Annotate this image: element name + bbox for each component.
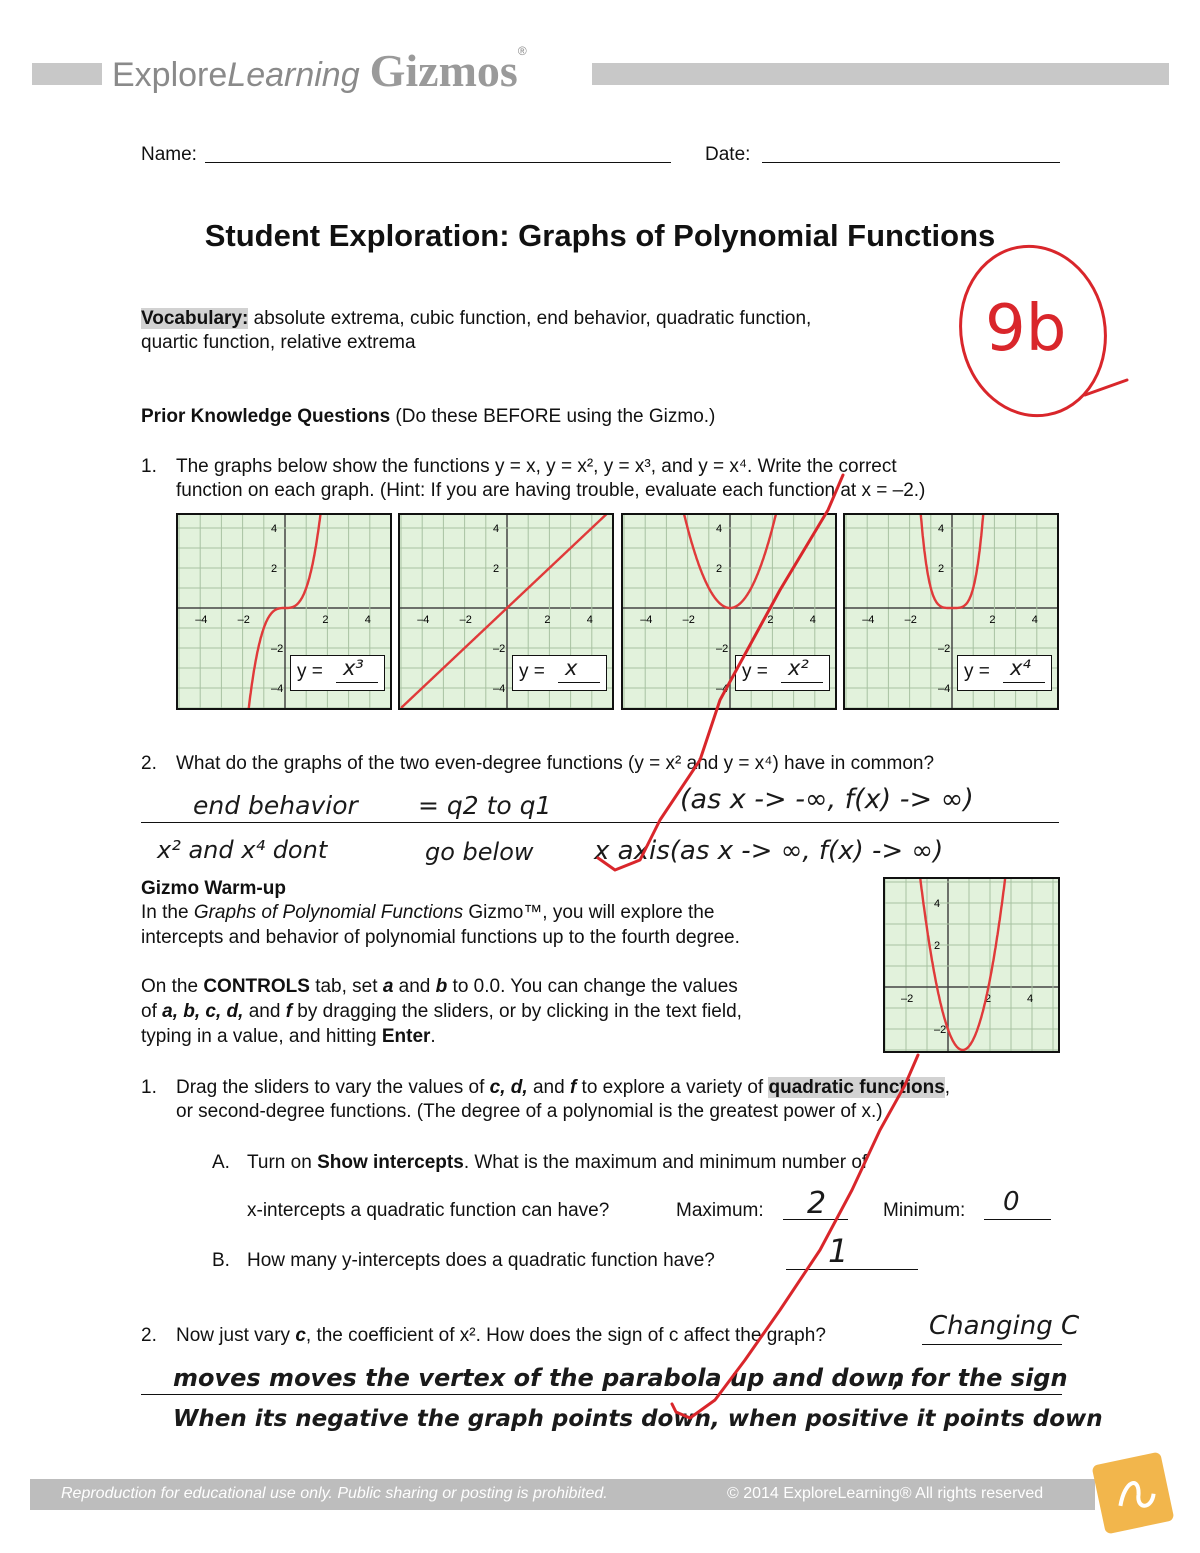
graph-answer-box-1[interactable] [290,655,385,691]
graph-answer: x [565,656,578,680]
x-tick-label: 4 [1031,614,1038,626]
function-graph-4 [843,513,1059,710]
x-tick-label: 4 [586,614,593,626]
warmup-p1-line2: intercepts and behavior of polynomial functions up to the fourth degree. [141,927,740,948]
graph-answer-box-3[interactable] [735,655,830,691]
sec-q2-answer-1a: moves moves the vertex of the parabola up and down [173,1364,905,1392]
x-tick-label: –2 [682,614,695,626]
page-title: Student Exploration: Graphs of Polynomial Functions [204,218,996,253]
warmup-heading: Gizmo Warm-up [141,878,286,899]
warmup-p2-line1: On the CONTROLS tab, set a and b to 0.0. You can change the values [141,976,738,997]
warmup-p1-line1: In the Graphs of Polynomial Functions Gizmo™, you will explore the [141,902,715,923]
y-tick-label: 4 [271,523,278,535]
warmup-p2-line3: typing in a value, and hitting Enter. [141,1026,436,1047]
warmup-p2-line2: of a, b, c, d, and f by dragging the sliders, or by clicking in the text field, [141,1001,742,1022]
header-bar-right [592,63,1169,85]
graph-answer: x⁴ [1010,656,1031,680]
prior-knowledge-heading: Prior Knowledge Questions (Do these BEFORE using the Gizmo.) [141,406,716,427]
y-tick-label: 2 [938,563,945,575]
x-tick-label: –4 [417,614,430,626]
q2-handwriting-2c: x axis(as x -> ∞, f(x) -> ∞) [594,836,944,866]
sec-q1-number: 1. [141,1077,157,1098]
qa-max-label: Maximum: [676,1200,764,1221]
q2-handwriting-2b: go below [425,838,534,866]
explorelearning-gizmos-logo: ExploreLearning Gizmos® [112,44,527,96]
x-tick-label: 2 [767,614,774,626]
graph-answer-box-2[interactable] [512,655,607,691]
y-tick-label: 2 [934,940,941,952]
x-tick-label: 4 [1027,993,1034,1005]
function-graph-2 [398,513,614,710]
x-tick-label: 4 [364,614,371,626]
y-tick-label: –2 [938,643,951,655]
qb-field[interactable] [786,1269,918,1270]
q2-handwriting-1a: end behavior [193,791,358,820]
date-label: Date: [705,144,751,165]
graph-answer: x³ [343,656,364,680]
y-equals-label: y = [297,661,323,682]
y-tick-label: –2 [493,643,506,655]
qa-min-field[interactable] [984,1219,1051,1220]
x-tick-label: –4 [195,614,208,626]
y-tick-label: –4 [493,683,506,695]
y-tick-label: 2 [493,563,500,575]
function-graph-3 [621,513,837,710]
sec-q2-answer-line-1[interactable] [141,1394,1062,1395]
y-tick-label: –2 [934,1024,947,1036]
sec-q2-number: 2. [141,1325,157,1346]
footer-copyright: © 2014 ExploreLearning® All rights reserved [727,1485,1044,1502]
q1-line-1: The graphs below show the functions y = x, y = x², y = x³, and y = x⁴. Write the correct [176,456,897,477]
y-tick-label: –4 [716,683,729,695]
footer-bar [30,1479,1095,1510]
qa-letter: A. [212,1152,230,1173]
y-tick-label: 4 [938,523,945,535]
header-bar-left [32,63,102,85]
graph-answer: x² [788,656,809,680]
x-tick-label: –2 [459,614,472,626]
qa-line1: Turn on Show intercepts. What is the maximum and minimum number of [247,1152,868,1173]
warmup-parabola-graph [883,877,1060,1053]
sec-q2-answer-2: When its negative the graph points down, when positive it points down [173,1406,1103,1432]
function-graph-1 [176,513,392,710]
name-label: Name: [141,144,197,165]
x-tick-label: –4 [640,614,653,626]
y-equals-label: y = [742,661,768,682]
x-tick-label: 2 [989,614,996,626]
x-tick-label: –4 [862,614,875,626]
q2-answer-line[interactable] [141,822,1059,823]
el-logo-icon [1091,1451,1174,1534]
qb-text: How many y-intercepts does a quadratic function have? [247,1250,715,1271]
sec-q2-answer-1b: , for the sign [893,1364,1068,1392]
x-tick-label: –2 [901,993,914,1005]
y-tick-label: –2 [716,643,729,655]
qb-letter: B. [212,1250,230,1271]
y-tick-label: –2 [271,643,284,655]
x-tick-label: 2 [322,614,329,626]
q2-handwriting-1c: (as x -> -∞, f(x) -> ∞) [680,784,974,815]
q1-line-2: function on each graph. (Hint: If you are having trouble, evaluate each function at x = –2.) [176,480,926,501]
name-field[interactable] [205,162,671,163]
y-tick-label: 4 [493,523,500,535]
parabola-curve [914,879,1014,1050]
qa-min-label: Minimum: [883,1200,966,1221]
x-tick-label: 4 [809,614,816,626]
y-equals-label: y = [519,661,545,682]
y-equals-label: y = [964,661,990,682]
y-tick-label: –4 [271,683,284,695]
footer-notice: Reproduction for educational use only. Public sharing or posting is prohibited. [61,1485,608,1502]
vocabulary-line-2: quartic function, relative extrema [141,332,416,353]
sec-q1-line2: or second-degree functions. (The degree of a polynomial is the greatest power of x.) [176,1101,883,1122]
x-tick-label: –2 [237,614,250,626]
qa-min-answer: 0 [1003,1187,1020,1217]
y-tick-label: 4 [716,523,723,535]
graph-answer-box-4[interactable] [957,655,1052,691]
x-tick-label: 2 [544,614,551,626]
vocabulary-line-1: Vocabulary: absolute extrema, cubic function, end behavior, quadratic function, [141,308,812,329]
q2-text: What do the graphs of the two even-degree functions (y = x² and y = x⁴) have in common? [176,753,935,774]
q1-number: 1. [141,456,157,477]
q2-number: 2. [141,753,157,774]
sec-q2-answer-0: Changing C [929,1311,1080,1341]
y-tick-label: –4 [938,683,951,695]
y-tick-label: 2 [271,563,278,575]
x-tick-label: 2 [985,993,992,1005]
sec-q2-text: Now just vary c, the coefficient of x². How does the sign of c affect the graph? [176,1325,826,1346]
x-tick-label: –2 [904,614,917,626]
qb-answer: 1 [828,1232,849,1270]
sec-q2-field[interactable] [922,1344,1062,1345]
q2-handwriting-2a: x² and x⁴ dont [157,836,328,864]
vocabulary-label: Vocabulary: [141,308,249,329]
q2-handwriting-1b: = q2 to q1 [418,791,552,820]
qa-max-answer: 2 [807,1186,827,1221]
grade-mark: 9b [985,292,1067,366]
date-field[interactable] [762,162,1060,163]
sec-q1-line1: Drag the sliders to vary the values of c, d, and f to explore a variety of quadratic functions, [176,1077,951,1098]
qa-line2: x-intercepts a quadratic function can have? [247,1200,610,1221]
y-tick-label: 2 [716,563,723,575]
y-tick-label: 4 [934,898,941,910]
